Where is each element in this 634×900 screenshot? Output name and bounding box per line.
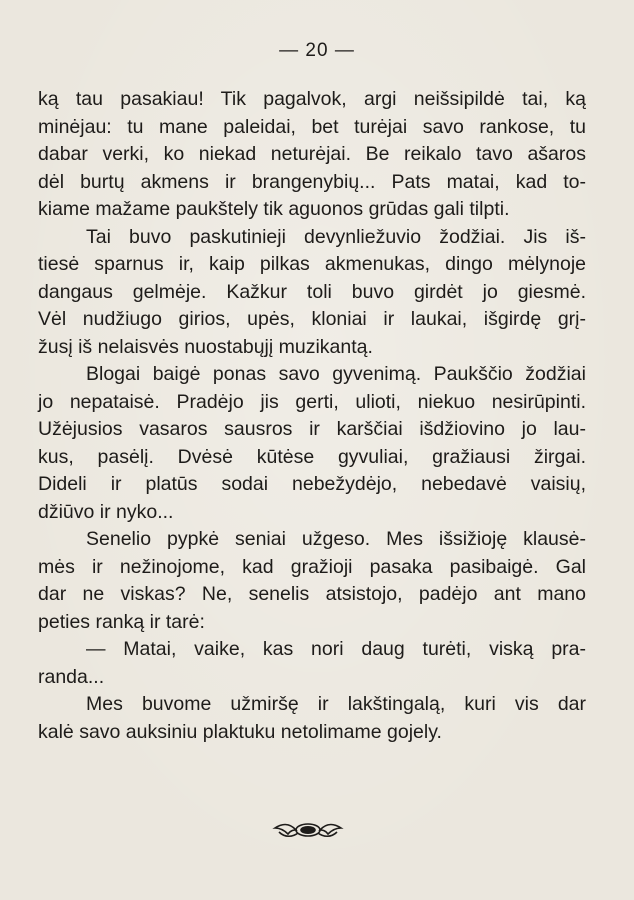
text-line: Užėjusios vasaros sausros ir karščiai išdžiovino jo lau- (38, 418, 586, 440)
text-line: dabar verki, ko niekad neturėjai. Be reikalo tavo ašaros (38, 143, 586, 165)
text-line: Senelio pypkė seniai užgeso. Mes išsižioję klausė- (86, 528, 586, 550)
text-line: — Matai, vaike, kas nori daug turėti, viską pra- (86, 638, 586, 660)
page-number: — 20 — (279, 40, 355, 61)
text-line: jo nepataisė. Pradėjo jis gerti, ulioti, niekuo nesirūpinti. (38, 390, 586, 413)
text-line: džiūvo ir nyko... (38, 500, 174, 523)
text-line: Vėl nudžiugo girios, upės, kloniai ir laukai, išgirdę grį- (38, 308, 586, 330)
text-line: kus, pasėlį. Dvėsė kūtėse gyvuliai, gražiausi žirgai. (38, 445, 586, 468)
text-line: Tai buvo paskutinieji devynliežuvio žodžiai. Jis iš- (86, 225, 586, 248)
text-line: minėjau: tu mane paleidai, bet turėjai savo rankose, tu (38, 115, 586, 138)
text-line: Dideli ir platūs sodai nebežydėjo, nebedavė vaisių, (38, 473, 586, 495)
text-line: žusį iš nelaisvės nuostabųjį muzikantą. (38, 335, 373, 358)
text-line: kiame mažame paukštely tik aguonos grūdas gali tilpti. (38, 198, 510, 220)
text-line: dar ne viskas? Ne, senelis atsistojo, padėjo ant mano (38, 583, 586, 605)
text-line: peties ranką ir tarė: (38, 610, 205, 633)
text-line: ką tau pasakiau! Tik pagalvok, argi neišsipildė tai, ką (38, 88, 586, 110)
text-line: kalė savo auksiniu plaktuku netolimame gojely. (38, 720, 442, 743)
body-text (38, 86, 586, 746)
ornament-icon (271, 818, 345, 842)
text-line: randa... (38, 665, 105, 688)
text-line: Blogai baigė ponas savo gyvenimą. Paukščio žodžiai (86, 363, 586, 385)
text-line: dėl burtų akmens ir brangenybių... Pats matai, kad to- (38, 170, 586, 193)
text-line: tiesė sparnus ir, kaip pilkas akmenukas, dingo mėlynoje (38, 253, 586, 275)
text-line: Mes buvome užmiršę ir lakštingalą, kuri vis dar (86, 693, 586, 715)
text-line: dangaus gelmėje. Kažkur toli buvo girdėt jo giesmė. (38, 280, 586, 303)
text-line: mės ir nežinojome, kad gražioji pasaka pasibaigė. Gal (38, 555, 586, 578)
